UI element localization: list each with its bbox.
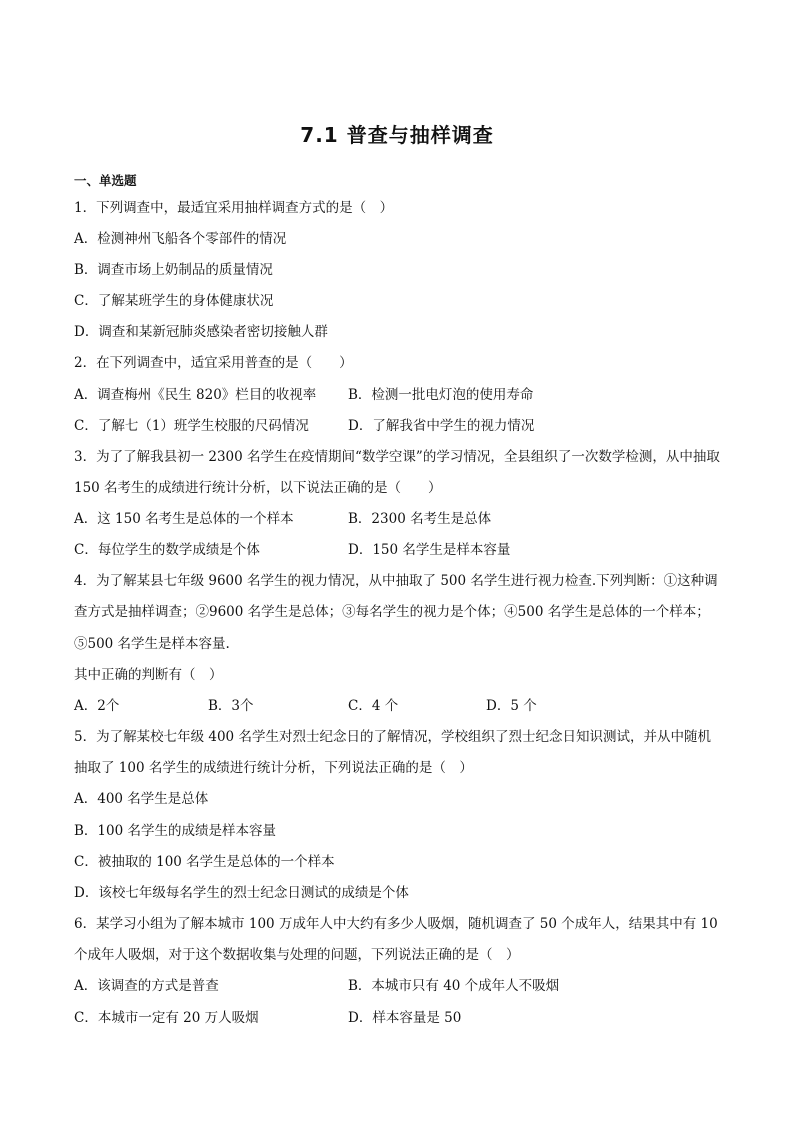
q6-stem-line1: 6．某学习小组为了解本城市 100 万成年人中大约有多少人吸烟，随机调查了 50 个成年人，结果其中有 10 (74, 916, 718, 932)
q4-stem-line2: 查方式是抽样调查；②9600 名学生是总体；③每名学生的视力是个体；④500 名学生是总体的一个样本； (74, 604, 710, 620)
q3-option-c: C．每位学生的数学成绩是个体 (74, 542, 260, 558)
q3-option-d: D．150 名学生是样本容量 (348, 542, 511, 558)
q2-option-d: D．了解我省中学生的视力情况 (348, 418, 535, 434)
q5-stem-line2: 抽取了 100 名学生的成绩进行统计分析，下列说法正确的是（ ） (74, 760, 473, 776)
q4-stem-line3: ⑤500 名学生是样本容量. (74, 636, 230, 652)
section-heading: 一、单选题 (74, 173, 137, 188)
q6-stem-line2: 个成年人吸烟，对于这个数据收集与处理的问题，下列说法正确的是（ ） (74, 947, 520, 963)
q1-option-a: A．检测神州飞船各个零部件的情况 (74, 231, 287, 247)
q3-option-a: A．这 150 名考生是总体的一个样本 (74, 511, 294, 527)
q6-option-a: A．该调查的方式是普查 (74, 978, 219, 994)
q1-option-d: D．调查和某新冠肺炎感染者密切接触人群 (74, 324, 328, 340)
q4-stem-line1: 4．为了解某县七年级 9600 名学生的视力情况，从中抽取了 500 名学生进行视力检查.下列判断：①这种调 (74, 573, 718, 589)
q3-stem-line2: 150 名考生的成绩进行统计分析，以下说法正确的是（ ） (74, 480, 442, 496)
q5-option-b: B．100 名学生的成绩是样本容量 (74, 823, 276, 839)
q6-option-b: B．本城市只有 40 个成年人不吸烟 (348, 978, 560, 994)
q5-option-d: D．该校七年级每名学生的烈士纪念日测试的成绩是个体 (74, 885, 409, 901)
q4-option-c: C．4 个 (348, 698, 399, 714)
q1-stem: 1．下列调查中，最适宜采用抽样调查方式的是（ ） (74, 200, 394, 216)
q1-option-c: C．了解某班学生的身体健康状况 (74, 293, 274, 309)
q6-option-d: D．样本容量是 50 (348, 1010, 462, 1026)
q2-option-b: B．检测一批电灯泡的使用寿命 (348, 387, 534, 403)
q4-option-a: A．2个 (74, 698, 120, 714)
q2-option-c: C．了解七（1）班学生校服的尺码情况 (74, 418, 309, 434)
q4-option-d: D．5 个 (486, 698, 537, 714)
q1-option-b: B．调查市场上奶制品的质量情况 (74, 262, 273, 278)
q5-option-a: A．400 名学生是总体 (74, 791, 209, 807)
q4-option-b: B．3个 (208, 698, 254, 714)
q2-stem: 2．在下列调查中，适宜采用普查的是（ ） (74, 355, 353, 371)
q3-option-b: B．2300 名考生是总体 (348, 511, 492, 527)
q6-option-c: C．本城市一定有 20 万人吸烟 (74, 1010, 259, 1026)
q4-stem-line4: 其中正确的判断有（ ） (74, 667, 223, 683)
q5-option-c: C．被抽取的 100 名学生是总体的一个样本 (74, 854, 335, 870)
page-title: 7.1 普查与抽样调查 (300, 123, 494, 147)
q2-option-a: A．调查梅州《民生 820》栏目的收视率 (74, 387, 317, 403)
q3-stem-line1: 3．为了了解我县初一 2300 名学生在疫情期间“数学空课”的学习情况，全县组织了一次数学检测，从中抽取 (74, 449, 720, 465)
q5-stem-line1: 5．为了解某校七年级 400 名学生对烈士纪念日的了解情况，学校组织了烈士纪念日知识测试，并从中随机 (74, 729, 711, 745)
